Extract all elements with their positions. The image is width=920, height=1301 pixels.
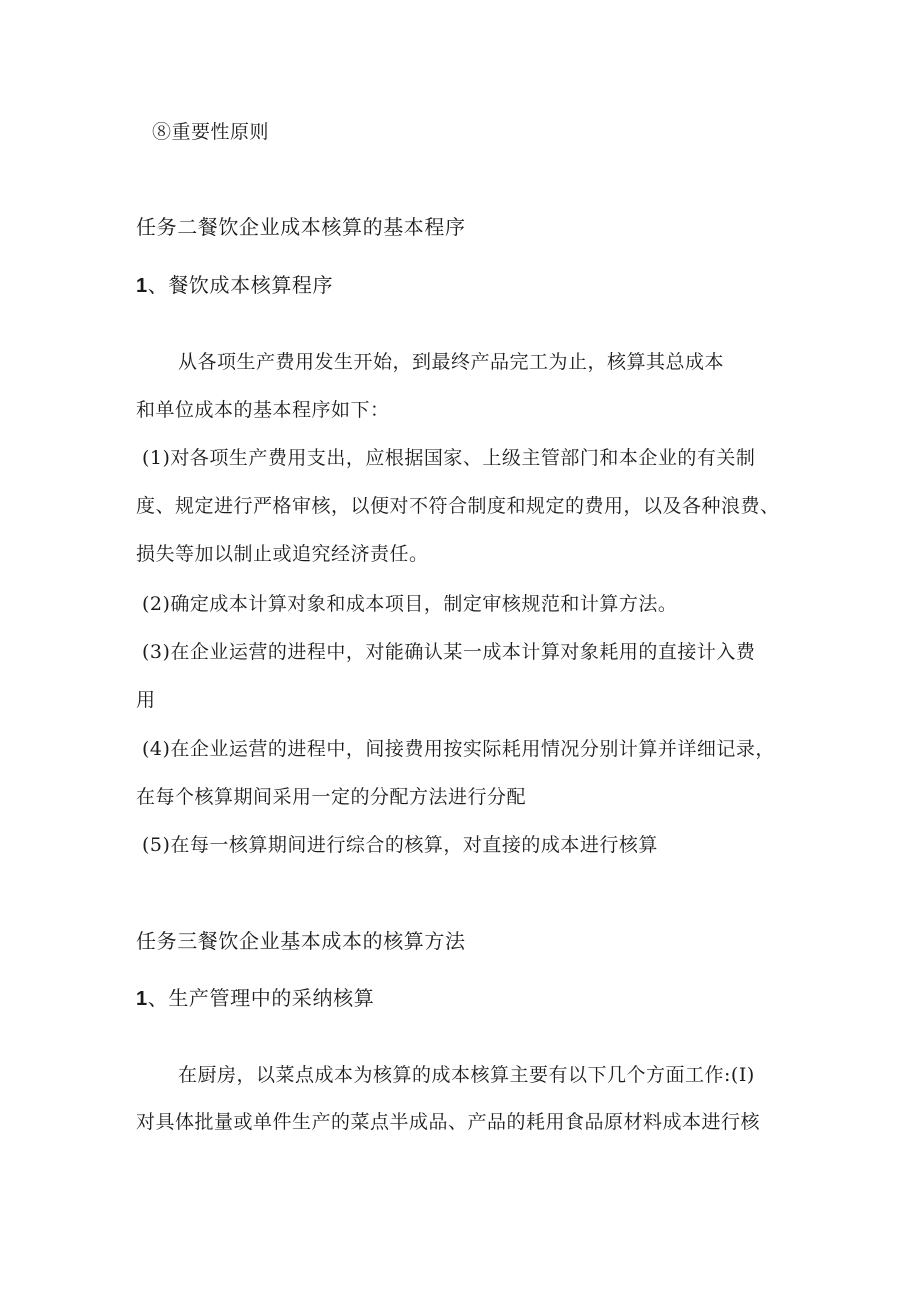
step-5-line-1: (5)在每一核算期间进行综合的核算，对直接的成本进行核算	[142, 834, 658, 856]
principle-item-8: ⑧重要性原则	[152, 121, 270, 143]
task2-intro-line-2: 和单位成本的基本程序如下：	[136, 399, 390, 421]
task2-title: 任务二餐饮企业成本核算的基本程序	[136, 215, 466, 239]
step-2-line-1: (2)确定成本计算对象和成本项目，制定审核规范和计算方法。	[142, 593, 678, 615]
task3-subheading-number: 1	[136, 988, 148, 1010]
step-4-line-1: (4)在企业运营的进程中，间接费用按实际耗用情况分别计算并详细记录，	[142, 738, 775, 760]
task2-subheading-number: 1	[136, 275, 148, 297]
task3-para-line-2: 对具体批量或单件生产的菜点半成品、产品的耗用食品原材料成本进行核	[136, 1111, 761, 1133]
step-3-line-2: 用	[136, 689, 156, 711]
step-4-line-2: 在每个核算期间采用一定的分配方法进行分配	[136, 786, 527, 808]
task2-intro-line-1: 从各项生产费用发生开始，到最终产品完工为止，核算其总成本	[178, 351, 725, 373]
task2-subheading	[136, 273, 333, 298]
step-3-line-1: (3)在企业运营的进程中，对能确认某一成本计算对象耗用的直接计入费	[142, 641, 756, 663]
task3-subheading	[136, 986, 374, 1011]
step-1-line-3: 损失等加以制止或追究经济责任。	[136, 543, 429, 565]
task3-title: 任务三餐饮企业基本成本的核算方法	[136, 929, 466, 953]
task3-para-line-1: 在厨房，以菜点成本为核算的成本核算主要有以下几个方面工作:(I)	[178, 1064, 755, 1086]
task3-subheading-text: 、生产管理中的采纳核算	[147, 986, 375, 1010]
step-1-line-1: (1)对各项生产费用支出，应根据国家、上级主管部门和本企业的有关制	[142, 447, 756, 469]
task2-subheading-text: 、餐饮成本核算程序	[147, 273, 334, 297]
step-1-line-2: 度、规定进行严格审核，以便对不符合制度和规定的费用，以及各种浪费、	[136, 495, 780, 517]
